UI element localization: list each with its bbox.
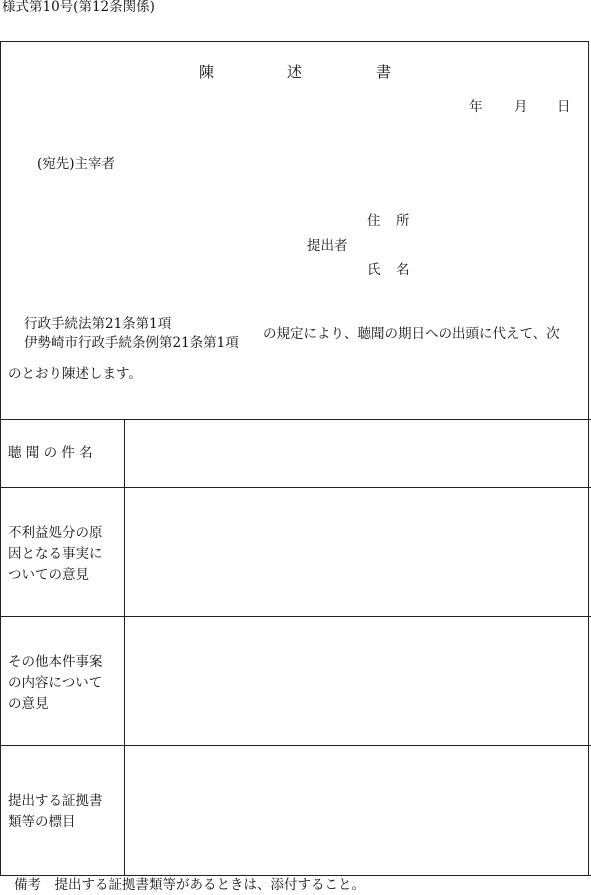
statement-law-2: 伊勢崎市行政手続条例第21条第1項: [24, 335, 239, 351]
row-divider-2: [0, 616, 591, 617]
table-bottom-border: [0, 875, 591, 876]
footnote: 備考 提出する証拠書類等があるときは、添付すること。: [14, 877, 365, 893]
row-label-adverse-disposition-opinion: [8, 523, 103, 586]
title-char-2: 述: [287, 63, 303, 81]
row-label-line: ついての意見: [8, 567, 89, 583]
row-label-line: その他本件事案: [8, 654, 103, 670]
statement-law-1: 行政手続法第21条第1項: [24, 316, 172, 332]
row-label-line: の意見: [8, 696, 49, 712]
statement-body-line-2: のとおり陳述します。: [8, 366, 142, 382]
submitter-label: 提出者: [307, 238, 348, 254]
form-number-label: 様式第10号(第12条関係): [2, 0, 155, 15]
label-column-divider: [124, 419, 125, 875]
row-label-line: 因となる事実に: [8, 546, 103, 562]
statement-body-line-1: の規定により、聴聞の期日への出頭に代えて、次: [263, 326, 560, 342]
table-top-border: [0, 419, 591, 420]
row-divider-1: [0, 487, 591, 488]
row-label-other-case-opinion: [8, 652, 103, 715]
row-divider-3: [0, 745, 591, 746]
title-char-1: 陳: [199, 63, 215, 81]
row-label-hearing-subject: [8, 443, 93, 464]
row-label-line: 不利益処分の原: [8, 525, 103, 541]
date-day-label: 日: [557, 99, 571, 115]
row-label-line: 聴 聞 の 件 名: [8, 445, 93, 461]
row-label-evidence-list: [8, 791, 103, 833]
date-year-label: 年: [469, 99, 483, 115]
date-month-label: 月: [514, 99, 528, 115]
row-label-line: 類等の標目: [8, 814, 76, 830]
address-label-char-2: 所: [396, 213, 410, 229]
title-char-3: 書: [376, 63, 392, 81]
row-label-line: の内容について: [8, 675, 103, 691]
row-label-line: 提出する証拠書: [8, 793, 103, 809]
addressee: (宛先)主宰者: [37, 156, 116, 172]
address-label-char-1: 住: [367, 213, 381, 229]
name-label-char-1: 氏: [367, 262, 381, 278]
name-label-char-2: 名: [396, 262, 410, 278]
